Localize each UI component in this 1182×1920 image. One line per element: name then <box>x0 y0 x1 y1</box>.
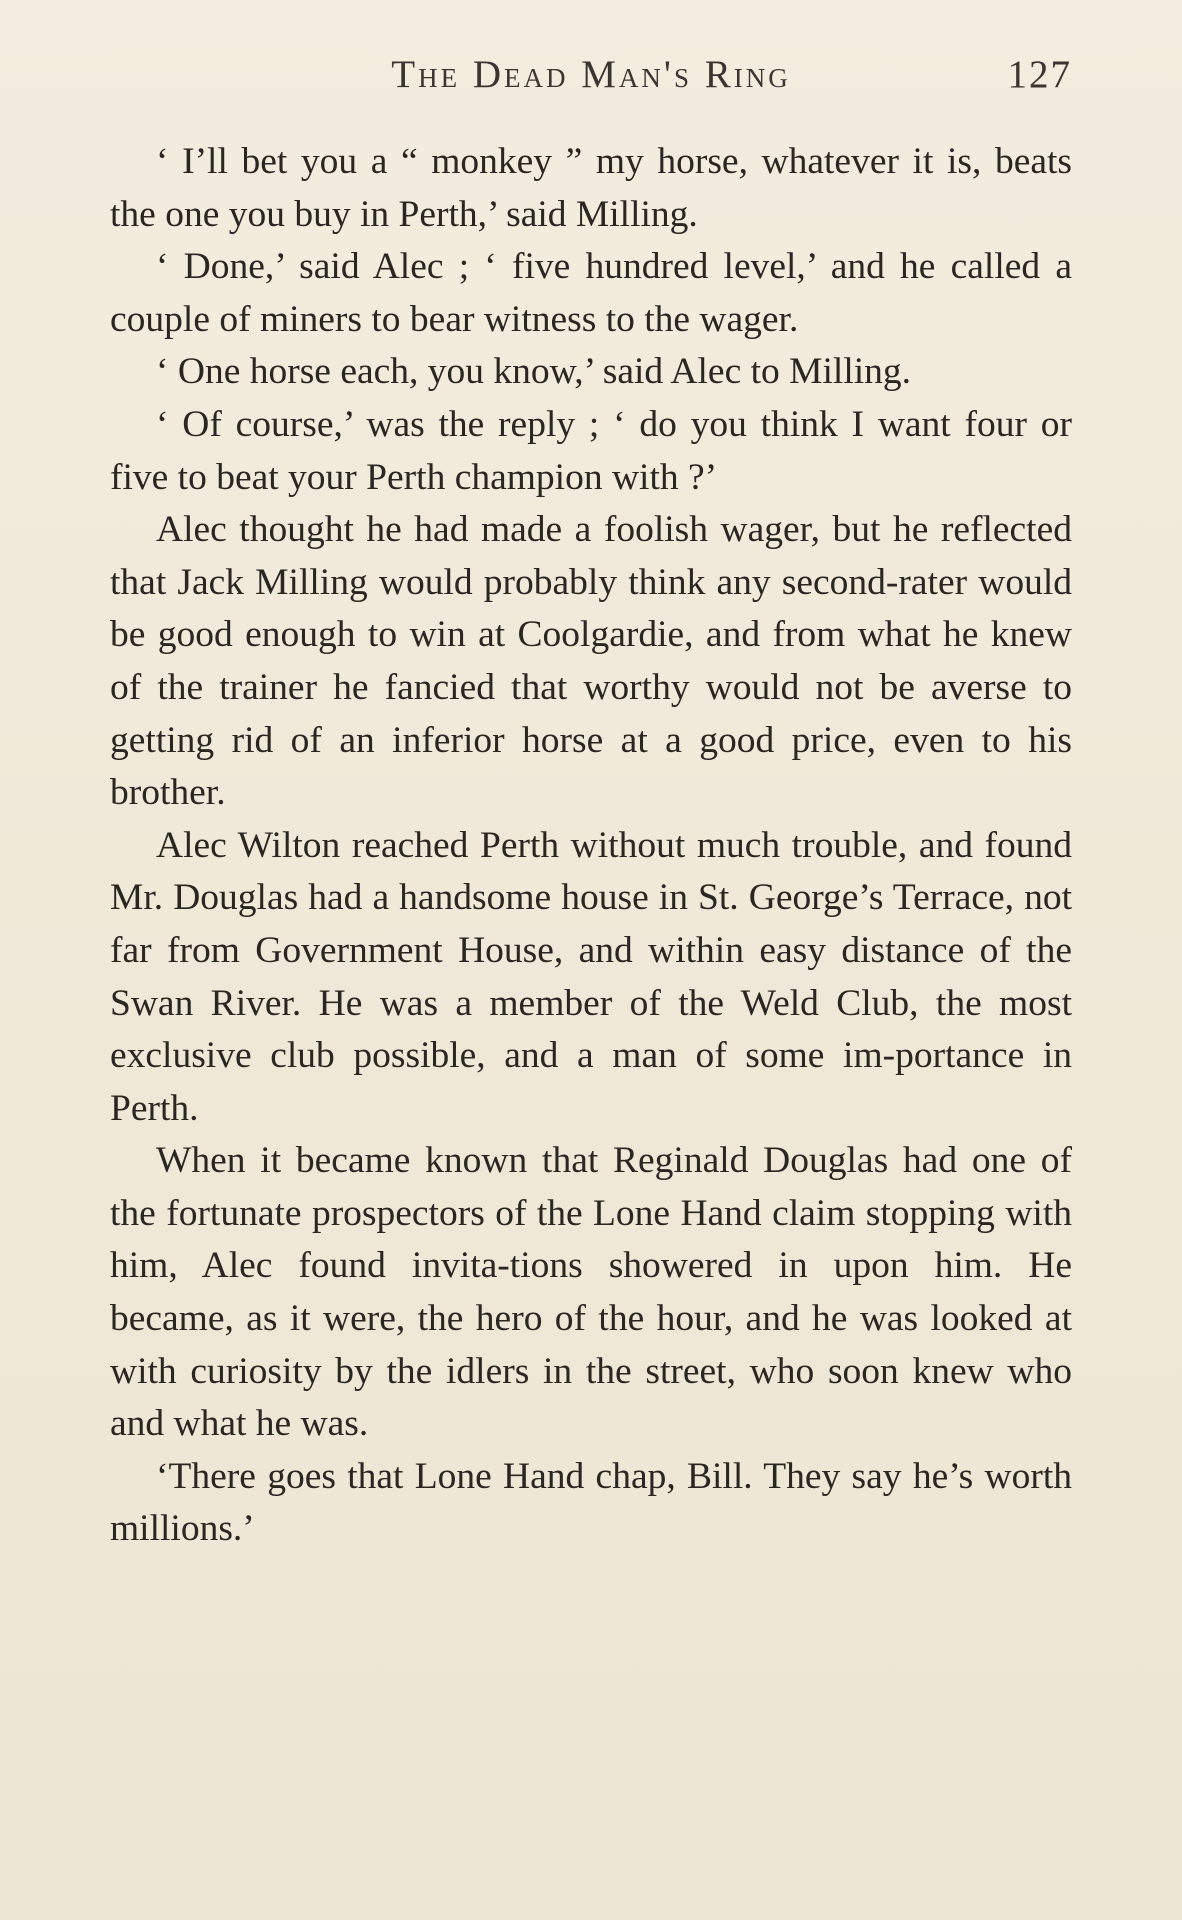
running-head <box>110 52 1072 108</box>
paragraph-2: ‘ Done,’ said Alec ; ‘ five hundred level,’ and he called a couple of miners to bear witness to the wager. <box>110 246 1072 340</box>
paragraph-1: ‘ I’ll bet you a “ monkey ” my horse, whatever it is, beats the one you buy in Perth,’ said Milling. <box>110 141 1072 235</box>
paragraph-6: Alec Wilton reached Perth without much trouble, and found Mr. Douglas had a handsome house in St. George’s Terrace, not far from Government House, and within easy distance of the Swan River. He was a member of the Weld Club, the most exclusive club possible, and a man of some im-portance in Perth. <box>110 824 1072 1129</box>
paragraph-5: Alec thought he had made a foolish wager, but he reflected that Jack Milling would probably think any second-rater would be good enough to win at Coolgardie, and from what he knew of the trainer he fancied that worthy would not be averse to getting rid of an inferior horse at a good price, even to his brother. <box>110 509 1072 814</box>
body-text <box>110 136 1072 1556</box>
running-title: The Dead Man's Ring <box>391 53 791 96</box>
paragraph-7: When it became known that Reginald Douglas had one of the fortunate prospectors of the Lone Hand claim stopping with him, Alec found invita-tions showered in upon him. He became, as it were, the hero of the hour, and he was looked at with curiosity by the idlers in the street, who soon knew who and what he was. <box>110 1140 1072 1445</box>
page-number: 127 <box>1007 53 1072 96</box>
paragraph-8: ‘There goes that Lone Hand chap, Bill. They say he’s worth millions.’ <box>110 1455 1072 1550</box>
paragraph-4: ‘ Of course,’ was the reply ; ‘ do you think I want four or five to beat your Perth champion with ?’ <box>110 403 1072 498</box>
paragraph-3: ‘ One horse each, you know,’ said Alec to Milling. <box>156 351 912 393</box>
